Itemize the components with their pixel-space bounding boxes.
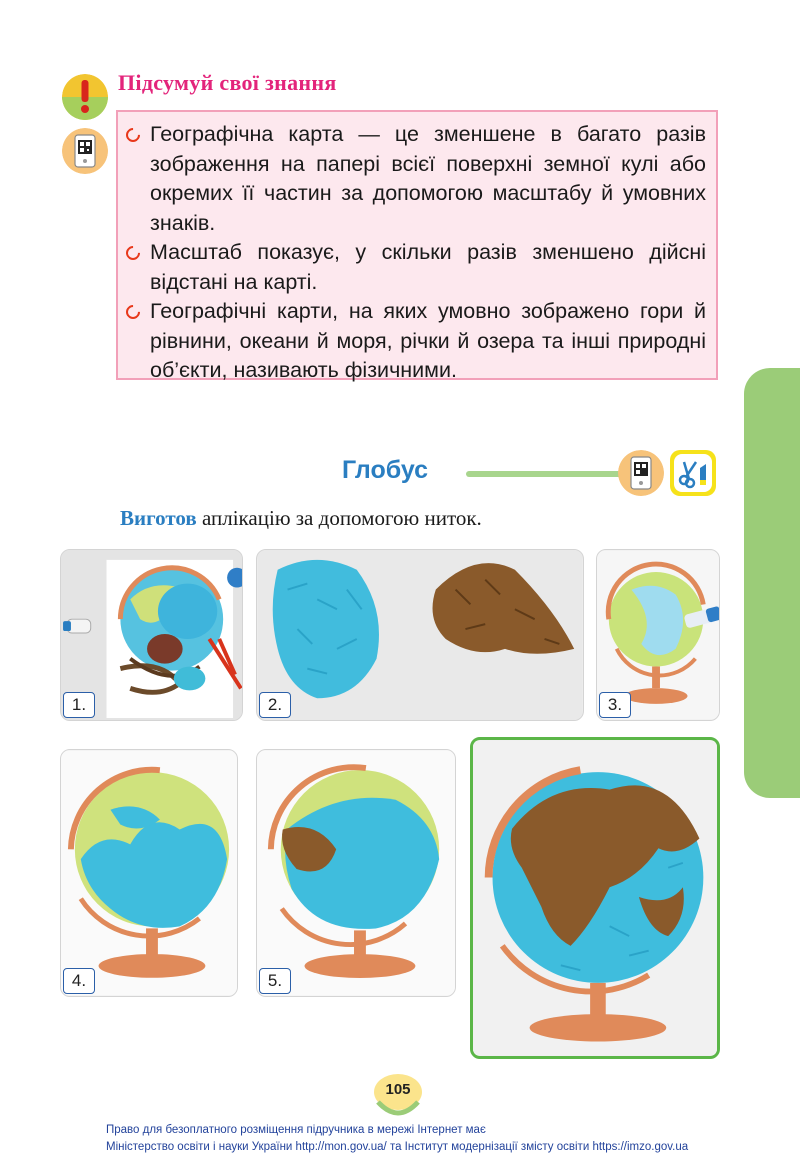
step-photo-2 [256, 549, 584, 721]
instruction-verb: Виготов [120, 506, 197, 530]
step-label: 2. [259, 692, 291, 718]
bullet-icon [123, 302, 143, 322]
summary-list [118, 112, 716, 386]
instruction-text: аплікацію за допомогою ниток. [196, 506, 482, 530]
step-label: 3. [599, 692, 631, 718]
footer-line-2: Міністерство освіти і науки України http://mon.gov.ua/ та Інститут модернізації змісту освіти https://imzo.gov.ua [106, 1141, 689, 1153]
bullet-icon [123, 125, 143, 145]
qr-phone-icon[interactable] [62, 128, 108, 174]
instruction [120, 506, 482, 531]
section-title: Глобус [342, 456, 429, 484]
step-photo-5 [256, 749, 456, 997]
page-number: 105 [385, 1081, 411, 1098]
step-label: 1. [63, 692, 95, 718]
summary-box [116, 110, 718, 380]
bullet-icon [123, 243, 143, 263]
summary-title: Підсумуй свої знання [118, 70, 337, 95]
exclamation-icon [62, 74, 108, 120]
title-divider [466, 471, 626, 477]
step-photo-4 [60, 749, 238, 997]
side-tab [744, 368, 800, 798]
finished-globe-photo [470, 737, 720, 1059]
step-photo-3 [596, 549, 720, 721]
step-photo-1 [60, 549, 243, 721]
summary-item: Географічна карта — це зменшене в багато разів зображення на папері всієї поверхні земної кулі або окремих її частин за допомогою масштабу й умовних знаків. [150, 120, 706, 238]
step-label: 4. [63, 968, 95, 994]
craft-tools-icon [670, 450, 716, 496]
footer-line-1: Право для безоплатного розміщення підручника в мережі Інтернет має [106, 1124, 486, 1136]
step-label: 5. [259, 968, 291, 994]
summary-item: Масштаб показує, у скільки разів зменшено дійсні відстані на карті. [150, 238, 706, 297]
summary-item: Географічні карти, на яких умовно зображено гори й рівнини, океани й моря, річки й озера та інші природні об’єкти, називають фізичними. [150, 297, 706, 386]
qr-phone-icon[interactable] [618, 450, 664, 496]
